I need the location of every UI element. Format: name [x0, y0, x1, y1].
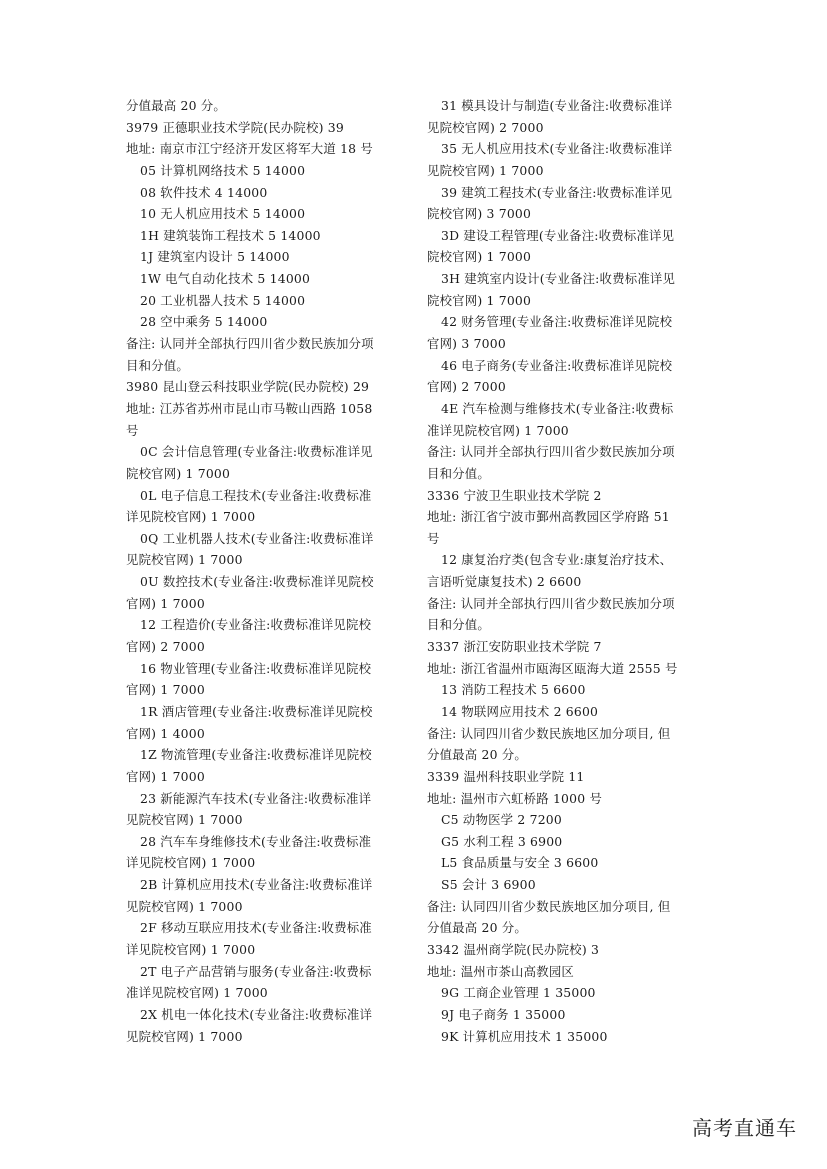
- text-line: 详见院校官网) 1 7000: [126, 509, 256, 525]
- text-line: 31 模具设计与制造(专业备注:收费标准详: [441, 98, 673, 113]
- text-line: 14 物联网应用技术 2 6600: [441, 703, 599, 719]
- text-line: 0C 会计信息管理(专业备注:收费标准详见: [140, 444, 373, 460]
- text-line: 详见院校官网) 1 7000: [126, 941, 256, 957]
- text-line: 0Q 工业机器人技术(专业备注:收费标准详: [140, 530, 374, 546]
- text-line: 地址: 温州市六虹桥路 1000 号: [427, 790, 603, 806]
- text-line: 见院校官网) 1 7000: [126, 552, 243, 568]
- text-line: L5 食品质量与安全 3 6600: [441, 855, 599, 871]
- text-line: 见院校官网) 1 7000: [427, 162, 544, 178]
- right-text-column: [427, 95, 712, 1047]
- text-line: 言语听觉康复技术) 2 6600: [427, 574, 582, 590]
- text-line: 准详见院校官网) 1 7000: [427, 422, 569, 438]
- text-line: 备注: 认同并全部执行四川省少数民族加分项: [126, 336, 374, 352]
- text-line: 3342 温州商学院(民办院校) 3: [427, 941, 600, 957]
- left-text-column: [126, 95, 411, 1047]
- text-line: 见院校官网) 1 7000: [126, 898, 243, 914]
- text-line: 35 无人机应用技术(专业备注:收费标准详: [441, 141, 673, 157]
- text-line: 地址: 温州市茶山高教园区: [427, 963, 575, 979]
- text-line: 地址: 浙江省宁波市鄞州高教园区学府路 51: [427, 509, 670, 525]
- text-line: 10 无人机应用技术 5 14000: [140, 206, 306, 222]
- text-line: 1W 电气自动化技术 5 14000: [140, 271, 311, 287]
- text-line: 官网) 2 7000: [126, 639, 205, 655]
- text-line: 28 汽车车身维修技术(专业备注:收费标准: [140, 833, 372, 849]
- text-line: 23 新能源汽车技术(专业备注:收费标准详: [140, 790, 372, 806]
- text-line: 39 建筑工程技术(专业备注:收费标准详见: [441, 184, 673, 200]
- text-line: 3979 正德职业技术学院(民办院校) 39: [126, 119, 344, 135]
- text-line: 见院校官网) 1 7000: [126, 1028, 243, 1044]
- text-line: 12 康复治疗类(包含专业:康复治疗技术、: [441, 552, 673, 568]
- text-line: 3336 宁波卫生职业技术学院 2: [427, 487, 602, 503]
- text-line: 42 财务管理(专业备注:收费标准详见院校: [441, 314, 673, 330]
- text-line: 分值最高 20 分。: [126, 98, 226, 113]
- text-line: G5 水利工程 3 6900: [441, 833, 563, 849]
- text-line: 院校官网) 1 7000: [427, 292, 532, 308]
- text-line: 3337 浙江安防职业技术学院 7: [427, 639, 602, 655]
- text-line: 3D 建设工程管理(专业备注:收费标准详见: [441, 227, 675, 243]
- text-line: 官网) 1 7000: [126, 682, 205, 698]
- text-line: 备注: 认同四川省少数民族地区加分项目, 但: [427, 725, 671, 741]
- text-line: 12 工程造价(专业备注:收费标准详见院校: [140, 617, 372, 633]
- text-line: 3980 昆山登云科技职业学院(民办院校) 29: [126, 379, 370, 395]
- text-line: 地址: 南京市江宁经济开发区将军大道 18 号: [126, 141, 373, 157]
- text-line: 地址: 浙江省温州市瓯海区瓯海大道 2555 号: [427, 660, 678, 676]
- text-line: 见院校官网) 2 7000: [427, 119, 544, 135]
- text-line: 2X 机电一体化技术(专业备注:收费标准详: [140, 1006, 373, 1022]
- text-line: 2T 电子产品营销与服务(专业备注:收费标: [140, 963, 372, 979]
- text-line: 见院校官网) 1 7000: [126, 812, 243, 828]
- text-line: 官网) 1 7000: [126, 768, 205, 784]
- text-line: 1J 建筑室内设计 5 14000: [140, 249, 290, 265]
- text-line: 准详见院校官网) 1 7000: [126, 985, 268, 1001]
- text-line: 院校官网) 1 7000: [126, 465, 231, 481]
- text-line: 目和分值。: [126, 357, 189, 373]
- text-line: 20 工业机器人技术 5 14000: [140, 292, 306, 308]
- text-line: 目和分值。: [427, 465, 490, 481]
- text-line: 目和分值。: [427, 617, 490, 633]
- text-line: 46 电子商务(专业备注:收费标准详见院校: [441, 357, 673, 373]
- text-line: 1R 酒店管理(专业备注:收费标准详见院校: [140, 703, 373, 719]
- text-line: 0U 数控技术(专业备注:收费标准详见院校: [140, 574, 374, 590]
- text-line: 13 消防工程技术 5 6600: [441, 682, 586, 698]
- text-line: 分值最高 20 分。: [427, 920, 527, 936]
- text-line: 0L 电子信息工程技术(专业备注:收费标准: [140, 487, 372, 503]
- text-line: 1H 建筑装饰工程技术 5 14000: [140, 227, 321, 243]
- text-line: 3339 温州科技职业学院 11: [427, 768, 585, 784]
- text-line: 详见院校官网) 1 7000: [126, 855, 256, 871]
- text-line: S5 会计 3 6900: [441, 877, 536, 893]
- text-line: 9G 工商企业管理 1 35000: [441, 985, 596, 1001]
- text-line: 备注: 认同并全部执行四川省少数民族加分项: [427, 595, 675, 611]
- text-line: 分值最高 20 分。: [427, 747, 527, 763]
- text-line: 05 计算机网络技术 5 14000: [140, 162, 306, 178]
- text-line: 官网) 2 7000: [427, 379, 506, 395]
- text-line: 08 软件技术 4 14000: [140, 184, 268, 200]
- text-line: 4E 汽车检测与维修技术(专业备注:收费标: [441, 400, 674, 416]
- text-line: 28 空中乘务 5 14000: [140, 314, 268, 330]
- text-line: 号: [126, 422, 139, 438]
- text-line: 官网) 3 7000: [427, 336, 506, 352]
- text-line: 3H 建筑室内设计(专业备注:收费标准详见: [441, 271, 676, 287]
- text-line: 官网) 1 4000: [126, 725, 205, 741]
- text-line: 9J 电子商务 1 35000: [441, 1006, 566, 1022]
- text-line: 地址: 江苏省苏州市昆山市马鞍山西路 1058: [126, 400, 373, 416]
- text-line: 官网) 1 7000: [126, 595, 205, 611]
- text-line: 备注: 认同四川省少数民族地区加分项目, 但: [427, 898, 671, 914]
- text-line: 院校官网) 3 7000: [427, 206, 532, 222]
- text-line: 2F 移动互联应用技术(专业备注:收费标准: [140, 920, 372, 936]
- text-line: 2B 计算机应用技术(专业备注:收费标准详: [140, 877, 373, 893]
- text-line: 9K 计算机应用技术 1 35000: [441, 1028, 608, 1044]
- text-line: 1Z 物流管理(专业备注:收费标准详见院校: [140, 747, 372, 763]
- text-line: 号: [427, 530, 440, 546]
- text-line: 院校官网) 1 7000: [427, 249, 532, 265]
- text-line: C5 动物医学 2 7200: [441, 812, 562, 828]
- text-line: 16 物业管理(专业备注:收费标准详见院校: [140, 660, 372, 676]
- text-line: 备注: 认同并全部执行四川省少数民族加分项: [427, 444, 675, 460]
- watermark-label: 高考直通车: [692, 1116, 797, 1140]
